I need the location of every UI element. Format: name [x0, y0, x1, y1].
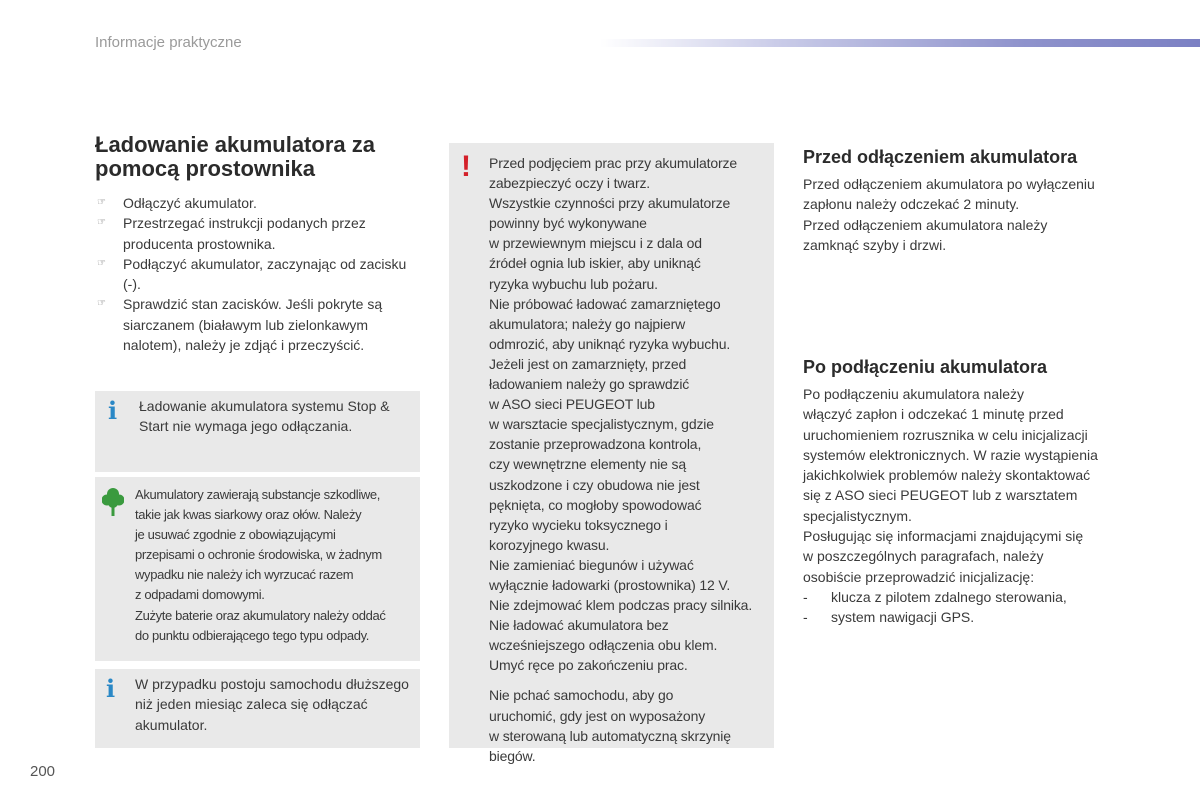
text-line: biegów. — [489, 747, 536, 764]
text-line: w warsztacie specjalistycznym, gdzie — [489, 416, 714, 433]
pointing-hand-icon: ☞ — [97, 257, 106, 269]
text-line: Po podłączeniu akumulatora należy — [803, 386, 1025, 402]
text-line: w poszczególnych paragrafach, należy — [803, 548, 1044, 565]
text-line: Nie zamieniać biegunów i używać — [489, 556, 694, 573]
list-item — [803, 607, 1133, 627]
text-line: akumulatora; należy go najpierw — [489, 315, 686, 332]
environment-text — [135, 485, 417, 646]
text-line: wypadku nie należy ich wyrzucać razem — [135, 567, 354, 583]
list-item — [95, 193, 420, 213]
text-line: korozyjnego kwasu. — [489, 536, 610, 553]
text-line: czy wewnętrzne elementy nie są — [489, 456, 687, 473]
text-line: w ASO sieci PEUGEOT lub — [489, 396, 655, 413]
info-icon: i — [106, 674, 116, 703]
warning-icon: ! — [461, 150, 471, 183]
text-line: włączyć zapłon i odczekać 1 minutę przed — [803, 406, 1064, 423]
text-line: w przewiewnym miejscu i z dala od — [489, 235, 702, 252]
text-line: ryzyka wybuchu lub pożaru. — [489, 275, 658, 292]
pointing-hand-icon: ☞ — [97, 217, 106, 229]
text-line: takie jak kwas siarkowy oraz ołów. Należy — [135, 507, 362, 523]
text-line: jakichkolwiek problemów należy skontaktować — [803, 467, 1091, 484]
dash-marker: - — [803, 609, 808, 626]
page-number: 200 — [30, 763, 56, 780]
text-line: Przed podjęciem prac przy akumulatorze — [489, 155, 737, 171]
text-line: zostanie przeprowadzona kontrola, — [489, 436, 702, 453]
list-item — [803, 587, 1133, 607]
pointing-hand-icon: ☞ — [97, 197, 106, 208]
text-line: Zużyte baterie oraz akumulatory należy oddać — [135, 607, 386, 623]
list-item-text: klucza z pilotem zdalnego sterowania, — [831, 588, 1067, 605]
text-line: Jeżeli jest on zamarznięty, przed — [489, 355, 687, 372]
text-line: w sterowaną lub automatyczną skrzynię — [489, 727, 731, 744]
text-line: Nie zdejmować klem podczas pracy silnika. — [489, 597, 753, 614]
info-box-text: W przypadku postoju samochodu dłuższego niż jeden miesiąc zaleca się odłączać akumulator. — [135, 676, 409, 733]
header-accent-bar — [600, 39, 1200, 47]
text-line: Przed odłączeniem akumulatora należy — [803, 216, 1048, 233]
text-line: Nie pchać samochodu, aby go — [489, 687, 674, 704]
text-line: do punktu odbierającego tego typu odpady. — [135, 627, 370, 643]
list-item-text: Przestrzegać instrukcji podanych przez producenta prostownika. — [123, 215, 366, 252]
header-title: Informacje praktyczne — [95, 34, 242, 51]
warning-text — [489, 153, 771, 766]
list-item — [95, 294, 420, 355]
list-item-text: system nawigacji GPS. — [831, 609, 975, 626]
text-line: systemów elektronicznych. W razie wystąpienia — [803, 446, 1098, 463]
text-line: zabezpieczyć oczy i twarz. — [489, 175, 651, 192]
text-line: uszkodzone i czy obudowa nie jest — [489, 476, 700, 493]
text-line: specjalistycznym. — [803, 507, 912, 524]
info-icon: i — [108, 396, 118, 425]
text-line: wyłącznie ładowarki (prostownika) 12 V. — [489, 576, 731, 593]
text-line: przepisami o ochronie środowiska, w żadnym — [135, 547, 382, 563]
text-line: osobiście przeprowadzić inicjalizację: — [803, 568, 1035, 585]
text-line: ładowaniem należy go sprawdzić — [489, 376, 690, 393]
list-item-text: Podłączyć akumulator, zaczynając od zacisku (-). — [123, 255, 407, 293]
text-line: zamknąć szyby i drzwi. — [803, 236, 947, 253]
pointing-hand-icon: ☞ — [97, 298, 106, 310]
text-line: Umyć ręce po zakończeniu prac. — [489, 657, 688, 674]
text-line: wcześniejszego odłączenia obu klem. — [489, 637, 718, 654]
text-line: odmrozić, aby uniknąć ryzyka wybuchu. — [489, 335, 731, 352]
instruction-list — [95, 193, 420, 355]
text-line: pęknięta, co mogłoby spowodować — [489, 496, 702, 513]
text-line: Posługując się informacjami znajdującymi się — [803, 528, 1084, 545]
before-disconnect-text — [803, 174, 1143, 255]
section-title-before-disconnect: Przed odłączeniem akumulatora — [803, 147, 1078, 167]
leaf-icon — [102, 487, 124, 517]
after-connect-text — [803, 384, 1133, 628]
text-line: powinny być wykonywane — [489, 215, 647, 232]
info-box-text: Ładowanie akumulatora systemu Stop & Start nie wymaga jego odłączania. — [139, 398, 390, 435]
list-item-text: Odłączyć akumulator. — [123, 195, 257, 211]
text-line: się z ASO sieci PEUGEOT lub z warsztatem — [803, 487, 1078, 504]
text-line: uruchomieniem rozrusznika w celu inicjalizacji — [803, 426, 1088, 443]
text-line: Wszystkie czynności przy akumulatorze — [489, 195, 731, 212]
text-line: źródeł ognia lub iskier, aby uniknąć — [489, 255, 701, 272]
text-line: zapłonu należy odczekać 2 minuty. — [803, 196, 1020, 213]
text-line: Akumulatory zawierają substancje szkodliwe, — [135, 487, 381, 502]
list-item — [95, 254, 420, 295]
list-item-text: Sprawdzić stan zacisków. Jeśli pokryte są siarczanem (białawym lub zielonkawym nalotem), należy je zdjąć i przeczyścić. — [123, 296, 383, 354]
text-line: z odpadami domowymi. — [135, 587, 265, 603]
dash-marker: - — [803, 588, 808, 605]
section-title-after-connect: Po podłączeniu akumulatora — [803, 357, 1048, 377]
initialization-list — [803, 587, 1133, 628]
text-line: uruchomić, gdy jest on wyposażony — [489, 707, 706, 724]
text-line: ryzyko wycieku toksycznego i — [489, 516, 668, 533]
section-title-charging: Ładowanie akumulatora za pomocą prostownika — [95, 132, 375, 181]
text-line: Przed odłączeniem akumulatora po wyłączeniu — [803, 176, 1095, 192]
text-line: je usuwać zgodnie z obowiązującymi — [135, 527, 336, 543]
list-item — [95, 213, 420, 254]
text-line: Nie próbować ładować zamarzniętego — [489, 295, 721, 312]
text-line: Nie ładować akumulatora bez — [489, 617, 669, 634]
